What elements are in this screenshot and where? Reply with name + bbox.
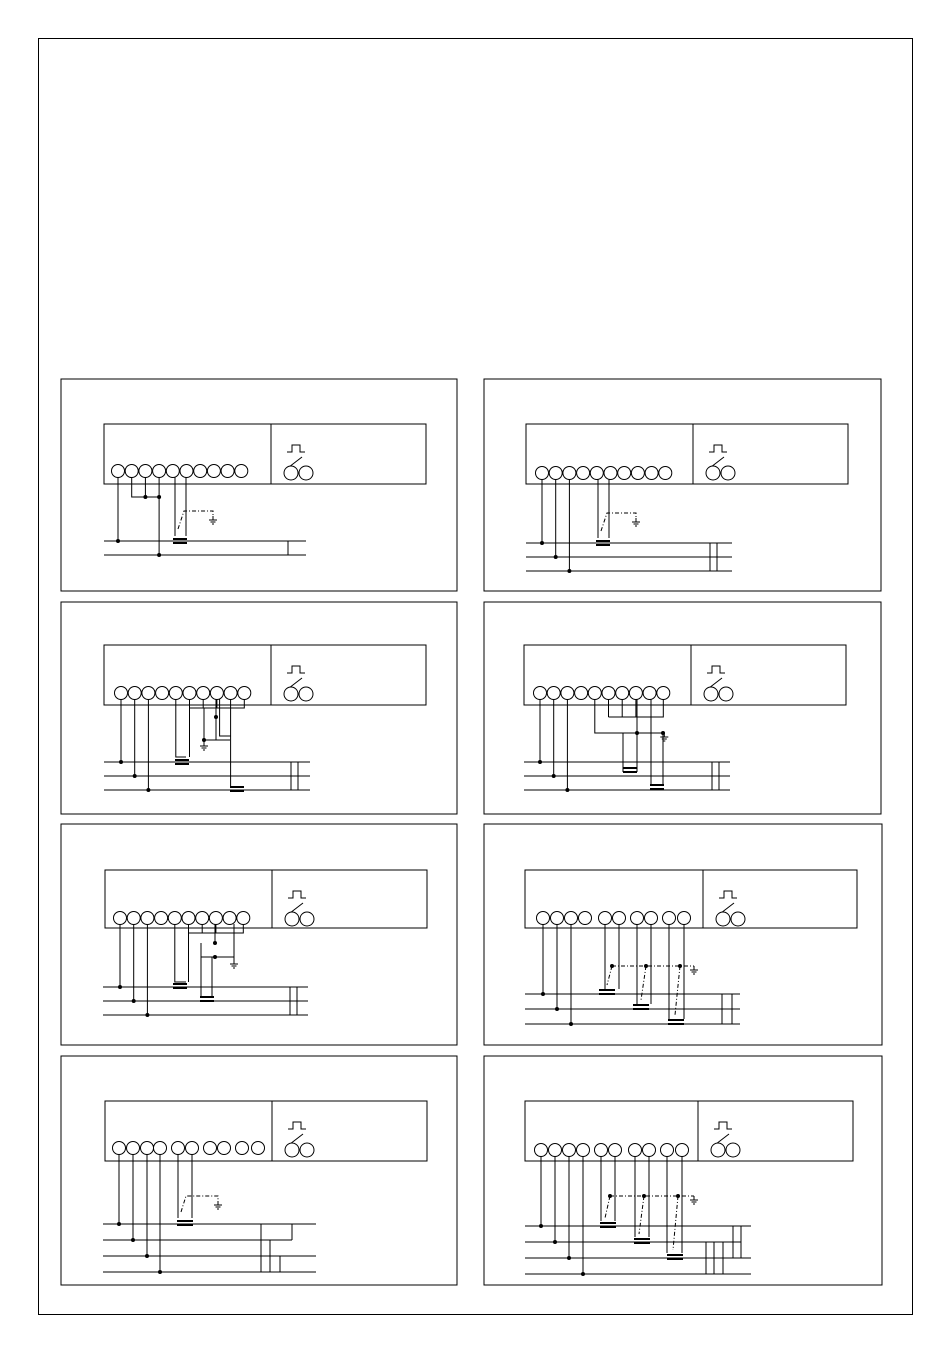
junction-dot (541, 992, 545, 996)
meter-box (105, 1101, 427, 1161)
terminal (155, 912, 168, 925)
pulse-output-terminal (284, 687, 298, 701)
terminal (565, 912, 578, 925)
terminal (236, 1142, 249, 1155)
terminal (209, 912, 222, 925)
terminal (182, 912, 195, 925)
terminal (197, 687, 210, 700)
shield-wire (178, 511, 213, 529)
terminal (237, 912, 250, 925)
ct-core (173, 538, 187, 540)
panel-6 (484, 824, 882, 1045)
terminal (588, 687, 601, 700)
junction-dot (565, 788, 569, 792)
ct-core (230, 786, 244, 788)
terminal (252, 1142, 265, 1155)
terminal (577, 1144, 590, 1157)
junction-dot (117, 1222, 121, 1226)
terminal (153, 465, 166, 478)
junction-dot (145, 1254, 149, 1258)
relay-contact-icon (289, 678, 302, 688)
junction-dot (132, 999, 136, 1003)
terminal (141, 912, 154, 925)
junction-dot (642, 1194, 646, 1198)
junction-dot (119, 760, 123, 764)
junction-dot (644, 964, 648, 968)
terminal (575, 687, 588, 700)
shield-wire (181, 1196, 218, 1212)
panel-frame (484, 379, 881, 591)
pulse-output-terminal (719, 687, 733, 701)
panel-8 (484, 1056, 882, 1285)
terminal (631, 912, 644, 925)
ct-core (175, 759, 189, 761)
ct-core (177, 1220, 193, 1222)
ct-core (599, 989, 615, 991)
junction-dot (158, 1270, 162, 1274)
junction-dot (145, 1013, 149, 1017)
terminal (125, 465, 138, 478)
relay-contact-icon (290, 903, 303, 913)
terminal (595, 1144, 608, 1157)
pulse-output-terminal (300, 1143, 314, 1157)
panel-3 (61, 602, 457, 814)
panel-7 (61, 1056, 457, 1285)
ct-wire (175, 924, 186, 982)
junction-dot (538, 760, 542, 764)
pulse-output-terminal (299, 466, 313, 480)
panel-frame (61, 1056, 457, 1285)
junction-dot (133, 774, 137, 778)
ct-wire (176, 699, 186, 757)
terminal (609, 1144, 622, 1157)
relay-contact-icon (709, 678, 722, 688)
terminal (663, 912, 676, 925)
terminal (563, 1144, 576, 1157)
junction-dot (116, 539, 120, 543)
terminal (194, 465, 207, 478)
terminal (645, 467, 658, 480)
ct-core (623, 767, 637, 769)
panel-1 (61, 379, 457, 591)
terminal (223, 912, 236, 925)
ct-core (173, 542, 187, 544)
junction-dot (539, 1224, 543, 1228)
junction-dot (157, 495, 161, 499)
meter-box (104, 424, 426, 484)
terminal (128, 687, 141, 700)
terminal (613, 912, 626, 925)
terminal (643, 1144, 656, 1157)
shield-wire (639, 1196, 644, 1234)
pulse-icon (719, 891, 737, 898)
pulse-output-terminal (731, 912, 745, 926)
terminal (115, 687, 128, 700)
junction-dot (676, 1194, 680, 1198)
shield-wire (605, 1196, 610, 1218)
shield-wire (675, 966, 680, 1015)
terminal (629, 687, 642, 700)
ct-core (173, 983, 187, 985)
terminal (141, 1142, 154, 1155)
junction-dot (635, 731, 639, 735)
terminal (599, 912, 612, 925)
pulse-output-terminal (299, 687, 313, 701)
terminal (221, 465, 234, 478)
terminal (218, 1142, 231, 1155)
pulse-icon (288, 1122, 306, 1129)
terminal (631, 467, 644, 480)
pulse-output-terminal (711, 1143, 725, 1157)
relay-contact-icon (716, 1134, 729, 1144)
pulse-output-terminal (300, 912, 314, 926)
relay-contact-icon (711, 457, 724, 467)
ct-core (634, 1238, 650, 1240)
terminal (139, 465, 152, 478)
terminal (551, 912, 564, 925)
ct-core (668, 1019, 684, 1021)
terminal (563, 467, 576, 480)
terminal (183, 687, 196, 700)
junction-dot (213, 955, 217, 959)
terminal (186, 1142, 199, 1155)
ct-core (650, 784, 664, 786)
terminal (618, 467, 631, 480)
junction-dot (143, 495, 147, 499)
ct-core (596, 544, 610, 546)
pulse-output-terminal (704, 687, 718, 701)
terminal (534, 687, 547, 700)
pulse-icon (287, 666, 305, 673)
pulse-output-terminal (284, 466, 298, 480)
junction-dot (567, 1256, 571, 1260)
terminal (602, 687, 615, 700)
panel-5 (61, 824, 457, 1045)
shield-wire (607, 966, 612, 985)
panel-frame (61, 602, 457, 814)
panel-frame (61, 379, 457, 591)
panel-frame (484, 1056, 882, 1285)
terminal (643, 687, 656, 700)
ct-core (200, 996, 214, 998)
ct-wire (595, 699, 664, 733)
junction-dot (555, 1007, 559, 1011)
terminal (547, 687, 560, 700)
pulse-output-terminal (726, 1143, 740, 1157)
relay-contact-icon (721, 903, 734, 913)
terminal (180, 465, 193, 478)
pulse-icon (714, 1122, 732, 1129)
pulse-output-terminal (716, 912, 730, 926)
pulse-output-terminal (285, 1143, 299, 1157)
terminal (113, 1142, 126, 1155)
terminal (579, 912, 592, 925)
junction-dot (553, 1240, 557, 1244)
relay-contact-icon (289, 457, 302, 467)
shield-wire (641, 966, 646, 1000)
junction-dot (146, 788, 150, 792)
relay-contact-icon (290, 1134, 303, 1144)
terminal (166, 465, 179, 478)
terminal (577, 467, 590, 480)
terminal (207, 465, 220, 478)
junction-dot (608, 1194, 612, 1198)
terminal (561, 687, 574, 700)
terminal (224, 687, 237, 700)
junction-dot (554, 555, 558, 559)
junction-dot (157, 553, 161, 557)
ct-core (600, 1222, 616, 1224)
terminal (659, 467, 672, 480)
terminal (535, 1144, 548, 1157)
terminal (616, 687, 629, 700)
junction-dot (610, 964, 614, 968)
panel-frame (484, 824, 882, 1045)
terminal (169, 687, 182, 700)
terminal (142, 687, 155, 700)
junction-dot (581, 1272, 585, 1276)
terminal (537, 912, 550, 925)
terminal (156, 687, 169, 700)
terminal (678, 912, 691, 925)
panel-frame (484, 602, 881, 814)
terminal (204, 1142, 217, 1155)
terminal (238, 687, 251, 700)
terminal (112, 465, 125, 478)
terminal (676, 1144, 689, 1157)
pulse-icon (707, 666, 725, 673)
pulse-output-terminal (721, 466, 735, 480)
ct-core (667, 1254, 683, 1256)
junction-dot (118, 985, 122, 989)
junction-dot (213, 941, 217, 945)
terminal (154, 1142, 167, 1155)
pulse-output-terminal (285, 912, 299, 926)
pulse-output-terminal (706, 466, 720, 480)
pulse-icon (288, 891, 306, 898)
junction-dot (540, 541, 544, 545)
ct-core (623, 771, 637, 773)
pulse-icon (287, 445, 305, 452)
shield-wire (601, 513, 636, 531)
terminal (168, 912, 181, 925)
terminal (235, 465, 248, 478)
terminal (629, 1144, 642, 1157)
terminal (661, 1144, 674, 1157)
terminal (210, 687, 223, 700)
terminal (645, 912, 658, 925)
terminal (114, 912, 127, 925)
terminal (604, 467, 617, 480)
panel-2 (484, 379, 881, 591)
terminal (536, 467, 549, 480)
terminal (549, 1144, 562, 1157)
junction-dot (552, 774, 556, 778)
junction-dot (131, 1238, 135, 1242)
terminal (127, 1142, 140, 1155)
ct-core (175, 763, 189, 765)
terminal (657, 687, 670, 700)
terminal (196, 912, 209, 925)
terminal (549, 467, 562, 480)
terminal (172, 1142, 185, 1155)
pulse-icon (709, 445, 727, 452)
ct-core (633, 1004, 649, 1006)
ct-core (596, 540, 610, 542)
panel-4 (484, 602, 881, 814)
terminal (590, 467, 603, 480)
junction-dot (567, 569, 571, 573)
junction-dot (569, 1022, 573, 1026)
junction-dot (678, 964, 682, 968)
terminal (127, 912, 140, 925)
